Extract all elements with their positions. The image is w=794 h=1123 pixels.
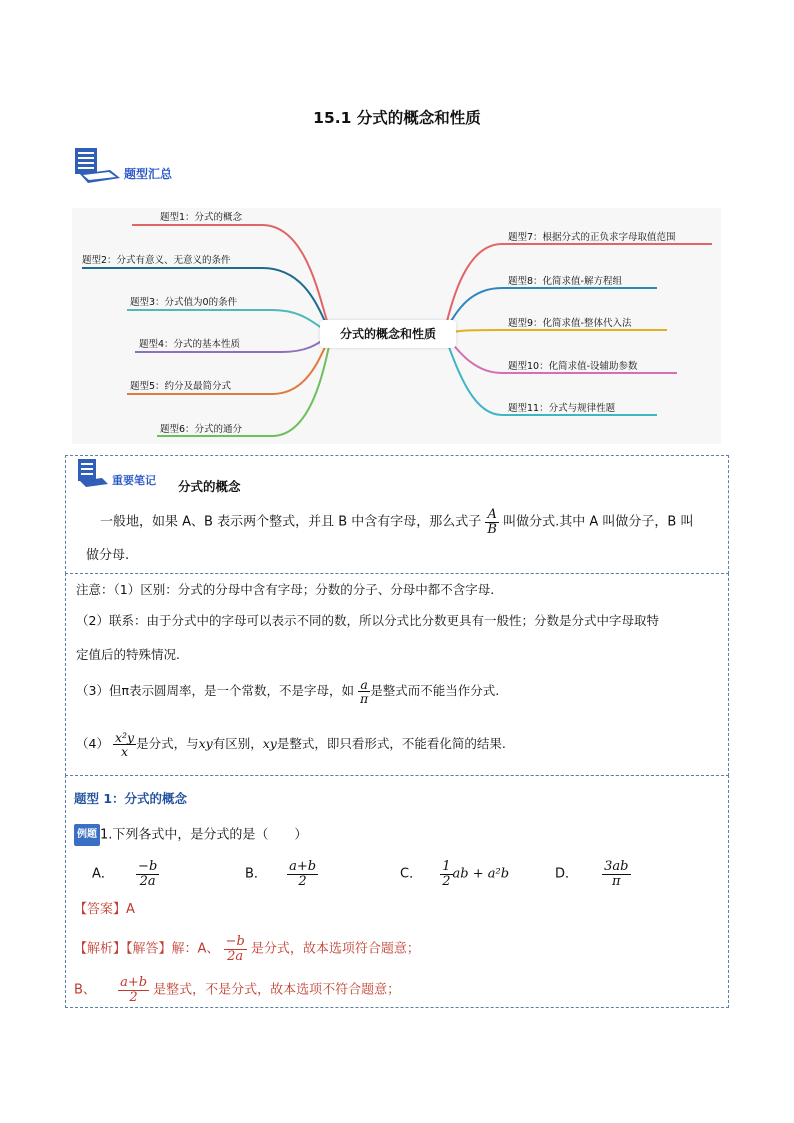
definition-line-2: 做分母. [86, 548, 130, 563]
notes-header [76, 458, 156, 492]
mind-map-node: 题型9：化简求值-整体代入法 [508, 318, 632, 329]
summary-header [74, 146, 173, 186]
notes-heading: 分式的概念 [178, 479, 241, 494]
note-4: （4） $\frac{\text{x²y}}{x}$ 是分式，与xy有区别，xy是整式，即只看形式，不能看化简的结果. [76, 730, 506, 760]
problem-box [65, 775, 729, 1008]
option-c-fraction: $\frac{1}{2}$ [442, 859, 451, 889]
note-3: （3）但π表示圆周率，是一个常数，不是字母，如 $\frac{a}{\pi}$ 是整式而不能当作分式. [76, 677, 500, 707]
mind-map-node: 题型10：化简求值-设辅助参数 [508, 361, 638, 372]
analysis-b-fraction: $\frac{a+b}{2}$ [120, 975, 148, 1005]
note-2b: 定值后的特殊情况. [76, 647, 180, 662]
notebook-icon [76, 458, 110, 488]
book-stack-icon [74, 146, 122, 186]
definition-text: 叫做分式.其中 A 叫做分子，B 叫 [503, 514, 694, 530]
notes-label: 重要笔记 [112, 474, 156, 487]
analysis-a: 【解析】【解答】解：A、 $\frac{-b}{2a}$ 是分式，故本选项符合题意； [74, 934, 420, 964]
fraction-a-over-pi: $\frac{a}{\pi}$ [359, 677, 369, 707]
analysis-a-fraction: $\frac{-b}{2a}$ [225, 934, 245, 964]
mind-map [72, 208, 721, 444]
summary-label: 题型汇总 [124, 167, 173, 181]
definition-text: 一般地，如果 A、B 表示两个整式，并且 B 中含有字母，那么式子 [100, 514, 482, 530]
mind-map-node: 题型3：分式值为0的条件 [130, 297, 238, 308]
mind-map-node: 题型6：分式的通分 [160, 424, 243, 435]
option-d-fraction: $\frac{3ab}{\pi}$ [604, 859, 629, 889]
mind-map-node: 题型7：根据分式的正负求字母取值范围 [508, 232, 676, 243]
fraction-x2y-over-x: $\frac{\text{x²y}}{x}$ [114, 730, 135, 760]
fraction-a-over-b: $\frac{A}{B}$ [487, 507, 497, 537]
mind-map-node: 题型8：化简求值-解方程组 [508, 276, 622, 287]
mind-map-center: 分式的概念和性质 [320, 320, 456, 348]
definition-line-1 [100, 508, 693, 536]
problem-heading: 题型 1：分式的概念 [74, 791, 188, 806]
option-d[interactable]: D． $\frac{3ab}{\pi}$ [555, 859, 629, 889]
option-a-fraction: $\frac{-b}{2a}$ [138, 859, 158, 889]
option-b[interactable]: B． $\frac{a+b}{2}$ [245, 859, 317, 889]
answer: 【答案】A [74, 902, 135, 917]
branch-3 [127, 310, 332, 334]
mind-map-node: 题型11：分式与规律性题 [508, 403, 616, 414]
mind-map-node: 题型4：分式的基本性质 [139, 339, 241, 350]
mind-map-node: 题型5：约分及最简分式 [130, 381, 232, 392]
mind-map-node: 题型1：分式的概念 [160, 212, 243, 223]
option-b-fraction: $\frac{a+b}{2}$ [289, 859, 317, 889]
example-tag: 例题 [74, 824, 100, 846]
analysis-b: B、 $\frac{a+b}{2}$ 是整式，不是分式，故本选项不符合题意； [74, 975, 401, 1005]
mind-map-node: 题型2：分式有意义、无意义的条件 [82, 255, 231, 266]
branch-1 [132, 225, 332, 334]
problem-stem: 例题 1.下列各式中，是分式的是（ ） [74, 824, 307, 846]
option-a[interactable]: A． $\frac{-b}{2a}$ [92, 859, 158, 889]
note-2a: （2）联系：由于分式中的字母可以表示不同的数，所以分式比分数更具有一般性；分数是分式中字母取特 [76, 613, 659, 628]
branch-9 [444, 330, 667, 334]
option-c[interactable]: C． $\frac{1}{2}$ ab + a²b [400, 859, 510, 889]
note-1: 注意：（1）区别：分式的分母中含有字母；分数的分子、分母中都不含字母. [76, 582, 495, 597]
page-title: 15.1 分式的概念和性质 [313, 109, 481, 127]
